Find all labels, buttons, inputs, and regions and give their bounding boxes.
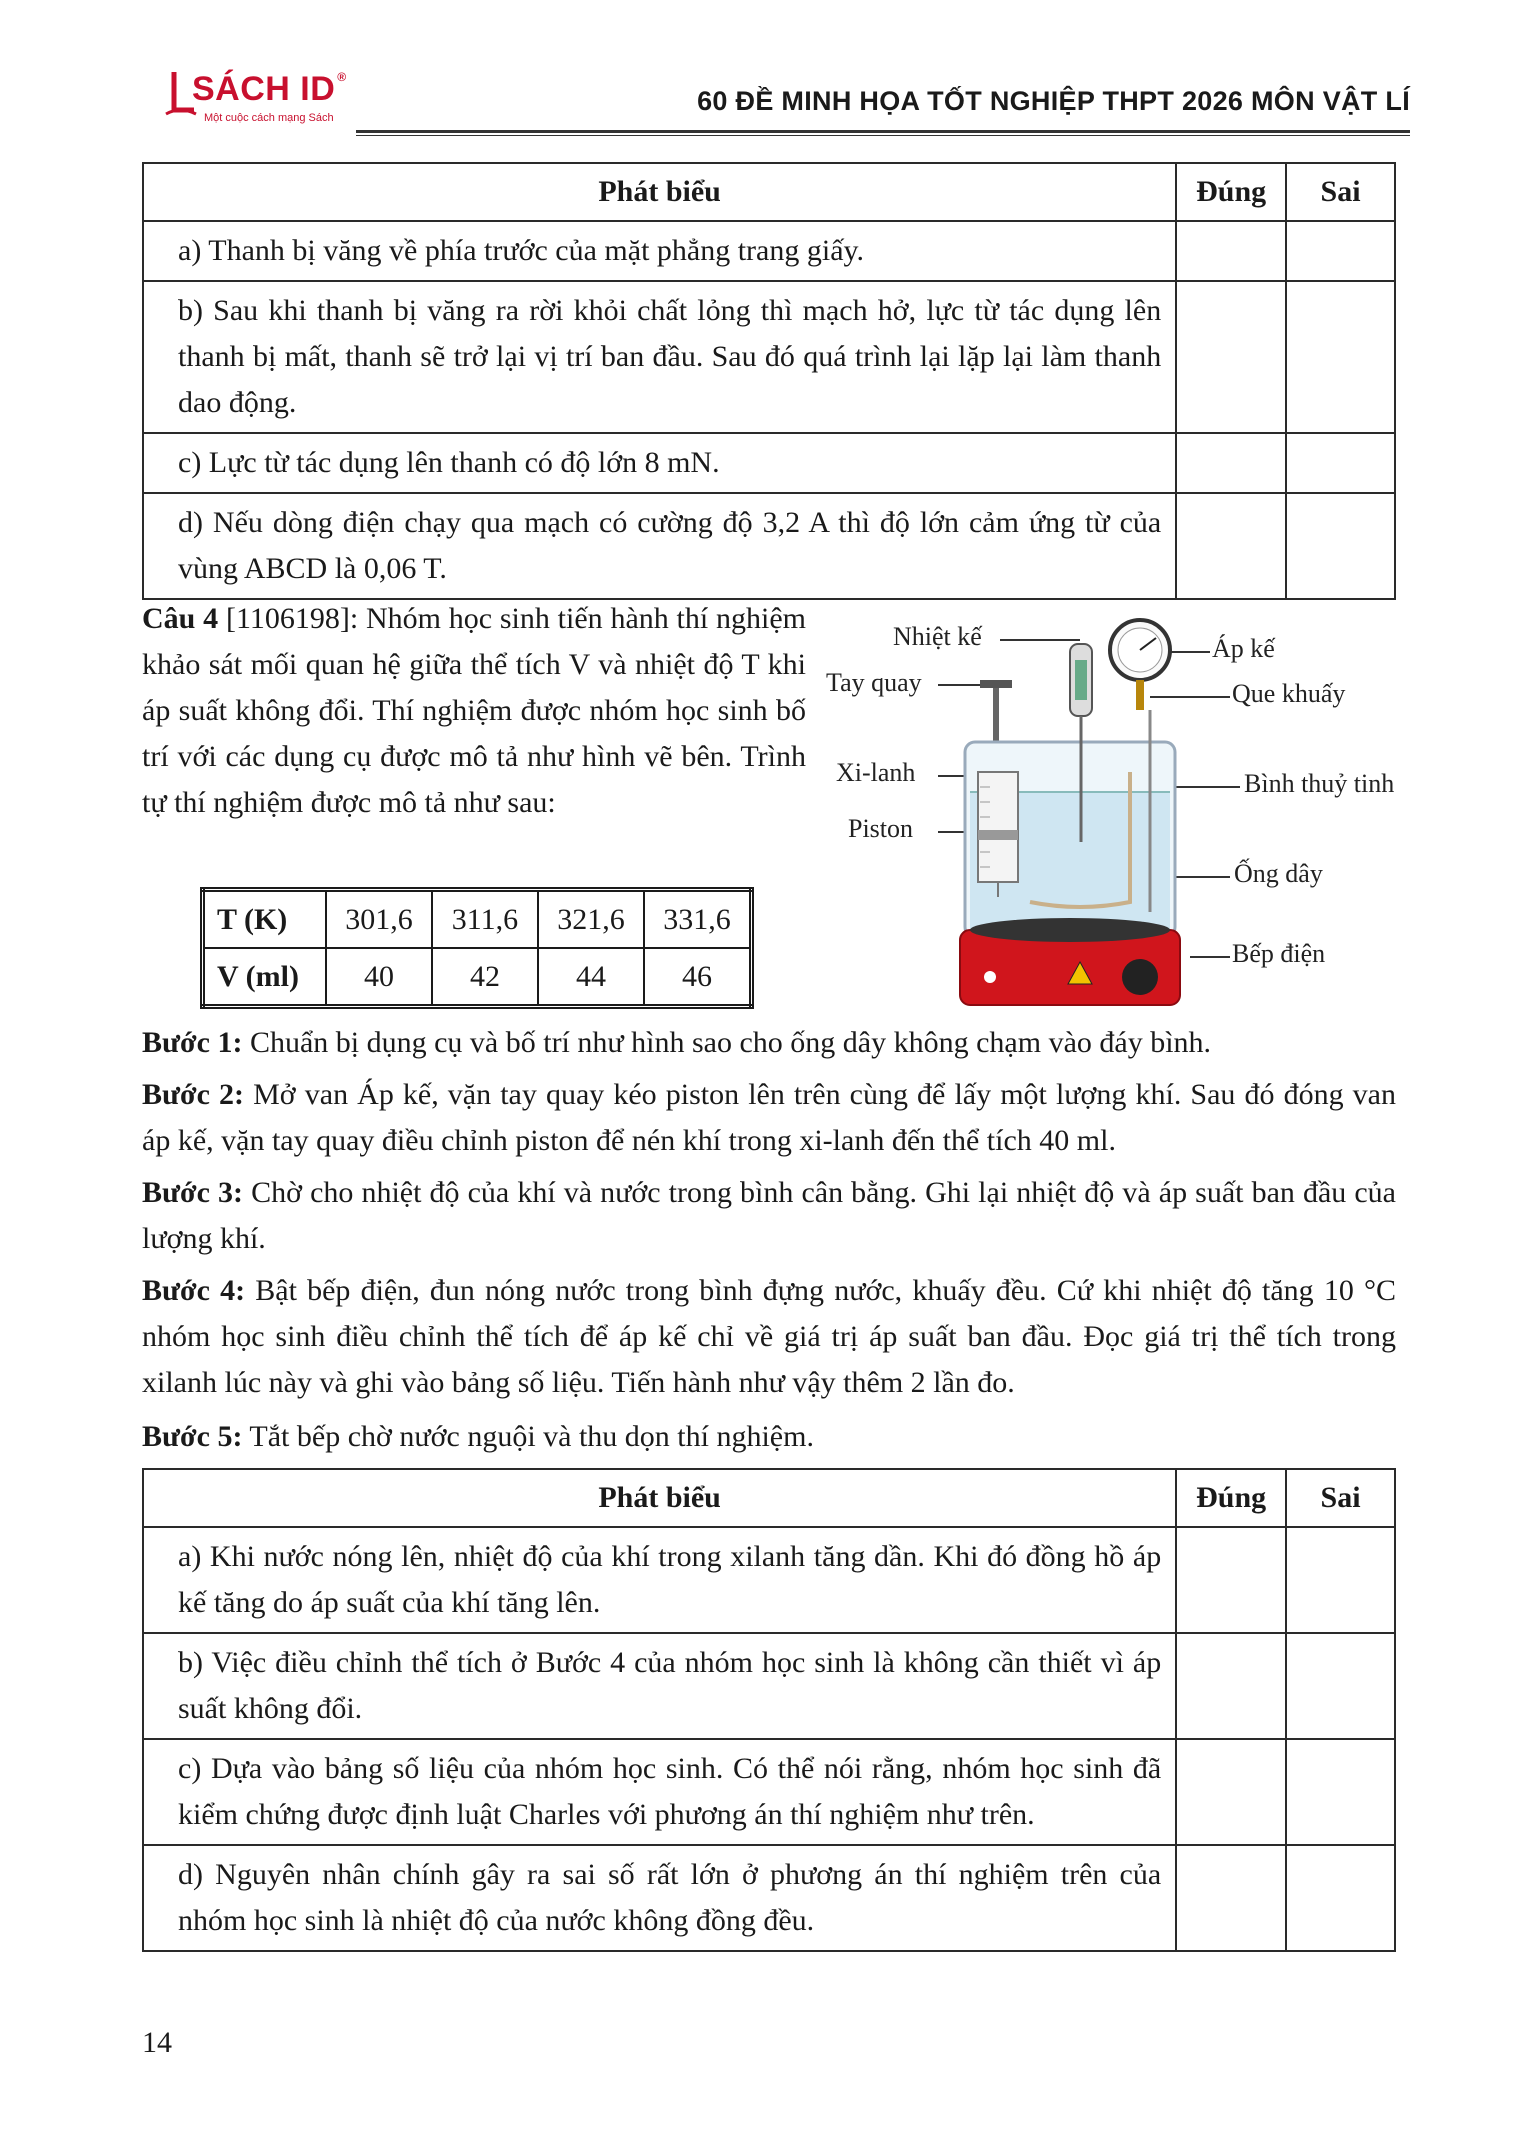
question-text: Nhóm học sinh tiến hành thí nghiệm khảo sát mối quan hệ giữa thể tích V và nhiệt độ T khi áp suất không đổi. Thí nghiệm được nhóm học sinh bố trí với các dụng cụ được mô tả như hình vẽ bên. Trình tự thí nghiệm được mô tả như sau: <box>142 602 807 819</box>
answer-false-cell[interactable] <box>1286 1845 1395 1951</box>
step-1 <box>142 1020 1396 1066</box>
V-value: 40 <box>326 948 432 1007</box>
step-label: Bước 3: <box>142 1176 244 1209</box>
statement-c: c) Lực từ tác dụng lên thanh có độ lớn 8 mN. <box>143 433 1176 493</box>
step-4 <box>142 1268 1396 1406</box>
table-row <box>143 1845 1395 1951</box>
answer-true-cell[interactable] <box>1176 1845 1286 1951</box>
step-5 <box>142 1414 1396 1460</box>
label-stove: Bếp điện <box>1232 939 1326 968</box>
table-row <box>143 433 1395 493</box>
table-row <box>203 948 752 1007</box>
step-3 <box>142 1170 1396 1262</box>
answer-true-cell[interactable] <box>1176 1633 1286 1739</box>
step-text: Bật bếp điện, đun nóng nước trong bình đựng nước, khuấy đều. Cứ khi nhiệt độ tăng 10 °C nhóm học sinh điều chỉnh thể tích để áp kế chỉ về giá trị áp suất ban đầu. Đọc giá trị thể tích trong xilanh lúc này và ghi vào bảng số liệu. Tiến hành như vậy thêm 2 lần đo. <box>142 1274 1396 1399</box>
brand-logo <box>164 66 354 136</box>
question-label: Câu 4 <box>142 602 219 635</box>
statement-table-2 <box>142 1468 1396 1952</box>
statement-b: b) Sau khi thanh bị văng ra rời khỏi chất lỏng thì mạch hở, lực từ tác dụng lên thanh bị mất, thanh sẽ trở lại vị trí ban đầu. Sau đó quá trình lại lặp lại làm thanh dao động. <box>143 281 1176 433</box>
answer-false-cell[interactable] <box>1286 1633 1395 1739</box>
header-true: Đúng <box>1176 1469 1286 1527</box>
answer-false-cell[interactable] <box>1286 221 1395 281</box>
step-text: Mở van Áp kế, vặn tay quay kéo piston lên trên cùng để lấy một lượng khí. Sau đó đóng van áp kế, vặn tay quay điều chỉnh piston để nén khí trong xi-lanh đến thể tích 40 ml. <box>142 1078 1397 1157</box>
header-false: Sai <box>1286 1469 1395 1527</box>
step-label: Bước 5: <box>142 1420 243 1453</box>
step-text: Tắt bếp chờ nước nguội và thu dọn thí nghiệm. <box>249 1420 814 1453</box>
label-crank: Tay quay <box>826 668 922 697</box>
statement-d: d) Nếu dòng điện chạy qua mạch có cường độ 3,2 A thì độ lớn cảm ứng từ của vùng ABCD là 0,06 T. <box>143 493 1176 599</box>
table-header-row <box>143 1469 1395 1527</box>
page-header-title: 60 ĐỀ MINH HỌA TỐT NGHIỆP THPT 2026 MÔN VẬT LÍ <box>697 86 1410 116</box>
statement-c: c) Dựa vào bảng số liệu của nhóm học sinh. Có thể nói rằng, nhóm học sinh đã kiểm chứng được định luật Charles với phương án thí nghiệm như trên. <box>143 1739 1176 1845</box>
step-label: Bước 4: <box>142 1274 246 1307</box>
label-syringe: Xi-lanh <box>836 758 916 787</box>
experiment-figure <box>826 612 1430 1012</box>
row-label-V: V (ml) <box>203 948 327 1007</box>
T-value: 311,6 <box>432 890 538 949</box>
answer-false-cell[interactable] <box>1286 1739 1395 1845</box>
answer-false-cell[interactable] <box>1286 281 1395 433</box>
label-stirrer: Que khuấy <box>1232 679 1346 708</box>
logo-text: SÁCH ID ® <box>192 70 347 108</box>
header-divider <box>356 130 1410 133</box>
answer-true-cell[interactable] <box>1176 1527 1286 1633</box>
answer-true-cell[interactable] <box>1176 1739 1286 1845</box>
V-value: 44 <box>538 948 644 1007</box>
statement-d: d) Nguyên nhân chính gây ra sai số rất lớn ở phương án thí nghiệm trên của nhóm học sinh là nhiệt độ của nước không đồng đều. <box>143 1845 1176 1951</box>
statement-a: a) Thanh bị văng về phía trước của mặt phẳng trang giấy. <box>143 221 1176 281</box>
answer-true-cell[interactable] <box>1176 433 1286 493</box>
page-number: 14 <box>142 2026 172 2059</box>
V-value: 42 <box>432 948 538 1007</box>
answer-true-cell[interactable] <box>1176 221 1286 281</box>
T-value: 321,6 <box>538 890 644 949</box>
logo-tagline: Một cuộc cách mạng Sách <box>204 112 334 124</box>
row-label-T: T (K) <box>203 890 327 949</box>
header-statement: Phát biểu <box>143 163 1176 221</box>
table-row <box>143 221 1395 281</box>
label-tube: Ống dây <box>1234 859 1323 888</box>
step-label: Bước 2: <box>142 1078 245 1111</box>
label-thermometer: Nhiệt kế <box>893 622 982 651</box>
table-row <box>203 890 752 949</box>
step-text: Chờ cho nhiệt độ của khí và nước trong bình cân bằng. Ghi lại nhiệt độ và áp suất ban đầu của lượng khí. <box>142 1176 1396 1255</box>
temperature-volume-table <box>200 887 754 1009</box>
answer-false-cell[interactable] <box>1286 1527 1395 1633</box>
table-row <box>143 1633 1395 1739</box>
answer-false-cell[interactable] <box>1286 493 1395 599</box>
table-row <box>143 1739 1395 1845</box>
answer-true-cell[interactable] <box>1176 281 1286 433</box>
question-id: [1106198]: <box>225 602 359 635</box>
V-value: 46 <box>644 948 752 1007</box>
statement-a: a) Khi nước nóng lên, nhiệt độ của khí trong xilanh tăng dần. Khi đó đồng hồ áp kế tăng do áp suất của khí tăng lên. <box>143 1527 1176 1633</box>
question-intro <box>142 596 806 826</box>
label-manometer: Áp kế <box>1212 634 1275 663</box>
step-2 <box>142 1072 1396 1164</box>
header-statement: Phát biểu <box>143 1469 1176 1527</box>
T-value: 331,6 <box>644 890 752 949</box>
step-text: Chuẩn bị dụng cụ và bố trí như hình sao cho ống dây không chạm vào đáy bình. <box>249 1026 1212 1059</box>
statement-table-1 <box>142 162 1396 600</box>
table-row <box>143 281 1395 433</box>
statement-b: b) Việc điều chỉnh thể tích ở Bước 4 của nhóm học sinh là không cần thiết vì áp suất không đổi. <box>143 1633 1176 1739</box>
header-true: Đúng <box>1176 163 1286 221</box>
header-false: Sai <box>1286 163 1395 221</box>
T-value: 301,6 <box>326 890 432 949</box>
answer-false-cell[interactable] <box>1286 433 1395 493</box>
label-glass-jar: Bình thuỷ tinh <box>1244 769 1395 798</box>
step-label: Bước 1: <box>142 1026 243 1059</box>
label-piston: Piston <box>848 814 914 843</box>
answer-true-cell[interactable] <box>1176 493 1286 599</box>
table-row <box>143 493 1395 599</box>
table-header-row <box>143 163 1395 221</box>
header-divider-thin <box>356 135 1410 136</box>
table-row <box>143 1527 1395 1633</box>
